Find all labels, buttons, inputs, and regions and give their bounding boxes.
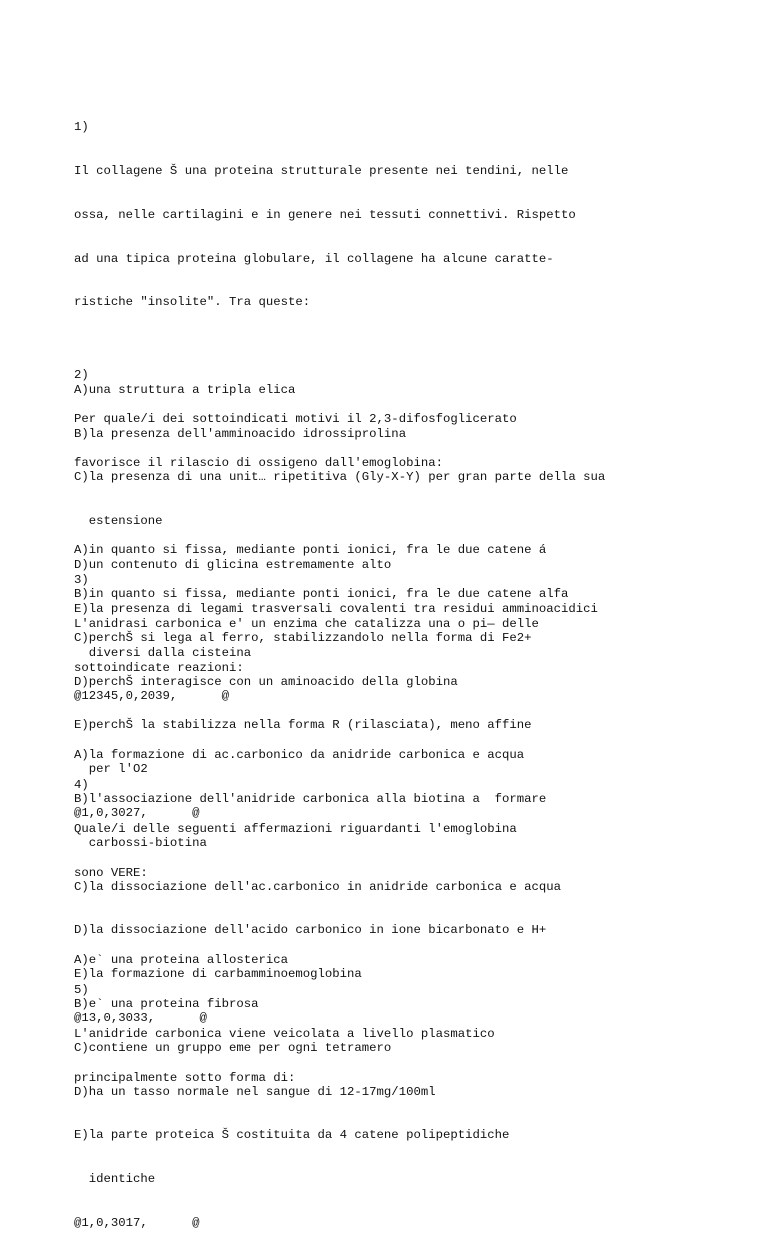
question-text-line: principalmente sotto forma di:: [74, 1070, 296, 1085]
question-number: 1): [74, 120, 89, 135]
answer-code: @12345,0,2039, @: [74, 689, 229, 704]
question-number: 5): [74, 983, 89, 998]
blank-line: [74, 500, 744, 515]
question-number: 3): [74, 573, 89, 588]
question-text-line: favorisce il rilascio di ossigeno dall'emoglobina:: [74, 455, 443, 470]
option-a: A)la formazione di ac.carbonico da anidride carbonica e acqua: [74, 748, 525, 763]
option-e-continuation: per l'O2: [74, 762, 148, 777]
answer-code: @1,0,3027, @: [74, 806, 200, 820]
question-text-line: Il collagene Š una proteina strutturale presente nei tendini, nelle: [74, 163, 569, 178]
blank-line: [74, 705, 744, 720]
option-b: B)l'associazione dell'anidride carbonica alla biotina a formare: [74, 792, 547, 807]
option-c: C)la presenza di una unit… ripetitiva (Gly-X-Y) per gran parte della sua: [74, 470, 606, 485]
answer-code: @13,0,3033, @: [74, 1011, 207, 1025]
blank-line: [74, 910, 744, 925]
option-d: D)perchŠ interagisce con un aminoacido della globina: [74, 674, 458, 689]
option-e: E)la parte proteica Š costituita da 4 catene polipeptidiche: [74, 1128, 510, 1143]
option-c: C)la dissociazione dell'ac.carbonico in anidride carbonica e acqua: [74, 879, 562, 894]
option-d: D)la dissociazione dell'acido carbonico in ione bicarbonato e H+: [74, 923, 547, 938]
question-5: [74, 954, 744, 1115]
question-text-line: Per quale/i dei sottoindicati motivi il 2,3-difosfoglicerato: [74, 411, 517, 426]
question-text-line: L'anidride carbonica viene veicolata a livello plasmatico: [74, 1026, 495, 1041]
option-b: B)in quanto si fissa, mediante ponti ionici, fra le due catene alfa: [74, 587, 569, 602]
question-text-line: L'anidrasi carbonica e' un enzima che catalizza una o pi— delle: [74, 616, 539, 631]
option-d: D)ha un tasso normale nel sangue di 12-17mg/100ml: [74, 1084, 436, 1099]
question-text-line: ad una tipica proteina globulare, il collagene ha alcune caratte-: [74, 251, 554, 266]
question-text-line: sottoindicate reazioni:: [74, 660, 244, 675]
question-text-line: sono VERE:: [74, 865, 148, 880]
option-b: B)la presenza dell'amminoacido idrossiprolina: [74, 426, 407, 441]
option-e-continuation: diversi dalla cisteina: [74, 645, 252, 660]
option-c-continuation: estensione: [74, 514, 163, 529]
option-b-continuation: carbossi-biotina: [74, 835, 207, 850]
option-a: A)e` una proteina allosterica: [74, 953, 289, 968]
answer-code: @1,0,3017, @: [74, 1216, 200, 1230]
option-b: B)e` una proteina fibrosa: [74, 997, 259, 1012]
question-number: 4): [74, 778, 89, 793]
question-number: 2): [74, 368, 89, 383]
option-e: E)la formazione di carbamminoemoglobina: [74, 967, 362, 982]
option-e: E)la presenza di legami trasversali covalenti tra residui amminoacidici: [74, 601, 598, 616]
question-text-line: ristiche "insolite". Tra queste:: [74, 295, 311, 310]
option-e: E)perchŠ la stabilizza nella forma R (rilasciata), meno affine: [74, 718, 532, 733]
option-c: C)perchŠ si lega al ferro, stabilizzandolo nella forma di Fe2+: [74, 630, 532, 645]
option-e-continuation: identiche: [74, 1172, 156, 1187]
option-a: A)in quanto si fissa, mediante ponti ionici, fra le due catene á: [74, 543, 547, 558]
option-a: A)una struttura a tripla elica: [74, 382, 296, 397]
option-d: D)un contenuto di glicina estremamente alto: [74, 558, 392, 572]
option-c: C)contiene un gruppo eme per ogni tetramero: [74, 1040, 392, 1055]
question-text-line: ossa, nelle cartilagini e in genere nei tessuti connettivi. Rispetto: [74, 207, 576, 222]
question-text-line: Quale/i delle seguenti affermazioni riguardanti l'emoglobina: [74, 821, 517, 836]
